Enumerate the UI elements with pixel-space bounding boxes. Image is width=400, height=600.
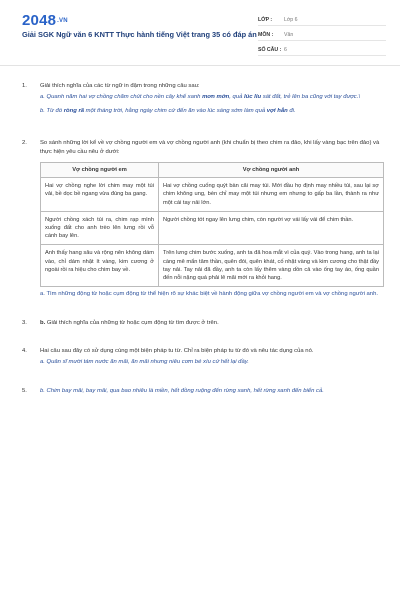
text-segment: a. Quanh năm hai vợ chồng chăm chút cho nền cây khế xanh <box>40 94 203 101</box>
meta-value: Lớp 6 <box>284 17 298 23</box>
document-meta <box>258 14 386 59</box>
question-text: So sánh những lời kể về vợ chồng người em và vợ chồng người anh (khi chuẩn bị theo chim ra đảo, khi lấy vàng bạc trên đảo) và thực hiện yêu cầu nêu ở dưới: <box>40 140 380 155</box>
comparison-table <box>40 162 384 287</box>
question-text: Hai câu sau đây có sử dụng cùng một biện pháp tu từ. Chỉ ra biện pháp tu từ đó và nêu tác dụng của nó. <box>40 348 314 355</box>
bold-term: vợi hẳn <box>266 107 288 114</box>
table-cell: Người chồng tót ngay lên lưng chim, còn người vợ vái lấy vái để chim thần. <box>159 211 384 245</box>
table-row <box>41 245 384 287</box>
text-segment: một tháng trời, hằng ngày chim cứ đến ăn vào lúc sáng sớm làm quả <box>84 107 267 114</box>
bold-term: lúc lỉu <box>244 94 262 101</box>
text-segment: , quả <box>229 94 245 101</box>
column-header-em: Vợ chồng người em <box>41 163 159 178</box>
site-logo[interactable] <box>22 12 68 29</box>
column-header-anh: Vợ chồng người anh <box>159 163 384 178</box>
table-cell: Trên lưng chim bước xuống, anh ta đã hoa mắt vì của quý. Vào trong hang, anh ta lại càng mê mẩn tâm thần, quên đói, quên khát, cố nhặt vàng và kim cương cho thật đầy tay nải. Tay nải đã đầy, anh ta còn lấy thêm vàng dồn cả vào ống tay áo, ống quần đến nỗi nặng quá phải lê mãi mới ra khỏi hang. <box>159 245 384 287</box>
question-number: 3. <box>22 319 27 326</box>
question-4 <box>22 347 382 367</box>
question-1-part-a <box>22 93 382 101</box>
table-cell: Người chồng xách túi ra, chim rạp mình xuống đất cho anh trèo lên lưng rồi vỗ cánh bay lên. <box>41 211 159 245</box>
logo-text: 2048 <box>22 12 57 29</box>
table-row <box>41 178 384 212</box>
meta-row-subject <box>258 29 386 41</box>
question-text: Giải thích nghĩa của các từ ngữ in đậm trong những câu sau: <box>40 83 200 89</box>
meta-value: 6 <box>284 47 287 53</box>
question-text: b. Chim bay mãi, bay mãi, qua bao nhiêu là miền, hết đồng ruộng đến rừng xanh, hết rừng xanh đến biển cả. <box>40 387 324 394</box>
question-2-part-a: a. Tìm những động từ hoặc cụm động từ thể hiện rõ sự khác biệt về hành động giữa vợ chồng người em và vợ chồng người anh. <box>40 291 379 298</box>
question-3 <box>22 319 382 327</box>
meta-row-count <box>258 44 386 56</box>
text-segment: sát đất, trẻ lên ba cũng với tay được.\ <box>261 94 360 101</box>
question-number: 2. <box>22 140 27 147</box>
bold-term: ròng rã <box>63 107 85 114</box>
logo-tld: .VN <box>57 18 68 25</box>
question-number: 1. <box>22 83 27 89</box>
question-text <box>40 319 382 327</box>
text-segment: Giải thích nghĩa của những từ hoặc cụm động từ tìm được ở trên. <box>45 319 219 326</box>
document-title: Giải SGK Ngữ văn 6 KNTT Thực hành tiếng Việt trang 35 có đáp án <box>22 30 257 39</box>
question-1 <box>22 82 382 115</box>
question-4-part-a: a. Quân sĩ mười tám nước ăn mãi, ăn mãi nhưng niêu cơm bé xíu cứ hết lại đầy. <box>40 359 249 366</box>
meta-key: SỐ CÂU : <box>258 47 282 53</box>
table-cell: Hai vợ chồng nghe lời chim may một túi vải, bề dọc bề ngang vừa đúng ba gang. <box>41 178 159 212</box>
question-number: 4. <box>22 348 27 355</box>
text-segment: b. Từ đó <box>40 107 64 114</box>
bold-term: mơn mởn <box>202 94 230 101</box>
question-2 <box>22 139 382 298</box>
document-content <box>22 82 382 395</box>
question-number: 5. <box>22 387 27 394</box>
text-segment: đi. <box>287 107 296 114</box>
meta-row-class <box>258 14 386 26</box>
table-header-row <box>41 163 384 178</box>
table-cell: Hai vợ chồng cuống quýt bàn cãi may túi. Mới đầu họ định may nhiều túi, sau lại sợ chim không ung, bèn chỉ may một túi nhưng em nhưng to gấp ba lần, thành ra như một cái tay nải lớn. <box>159 178 384 212</box>
table-row <box>41 211 384 245</box>
table-cell: Anh thấy hang sâu và rộng nên không dám vào, chỉ dám nhặt ít vàng, kim cương ở ngoài rồi ra hiệu cho chim bay về. <box>41 245 159 287</box>
meta-value: Văn <box>284 32 294 38</box>
question-1-part-b <box>22 107 382 115</box>
part-label: b. <box>40 319 46 326</box>
question-5 <box>22 387 382 395</box>
meta-key: LỚP : <box>258 17 273 23</box>
page-header <box>0 0 400 66</box>
meta-key: MÔN : <box>258 32 274 38</box>
